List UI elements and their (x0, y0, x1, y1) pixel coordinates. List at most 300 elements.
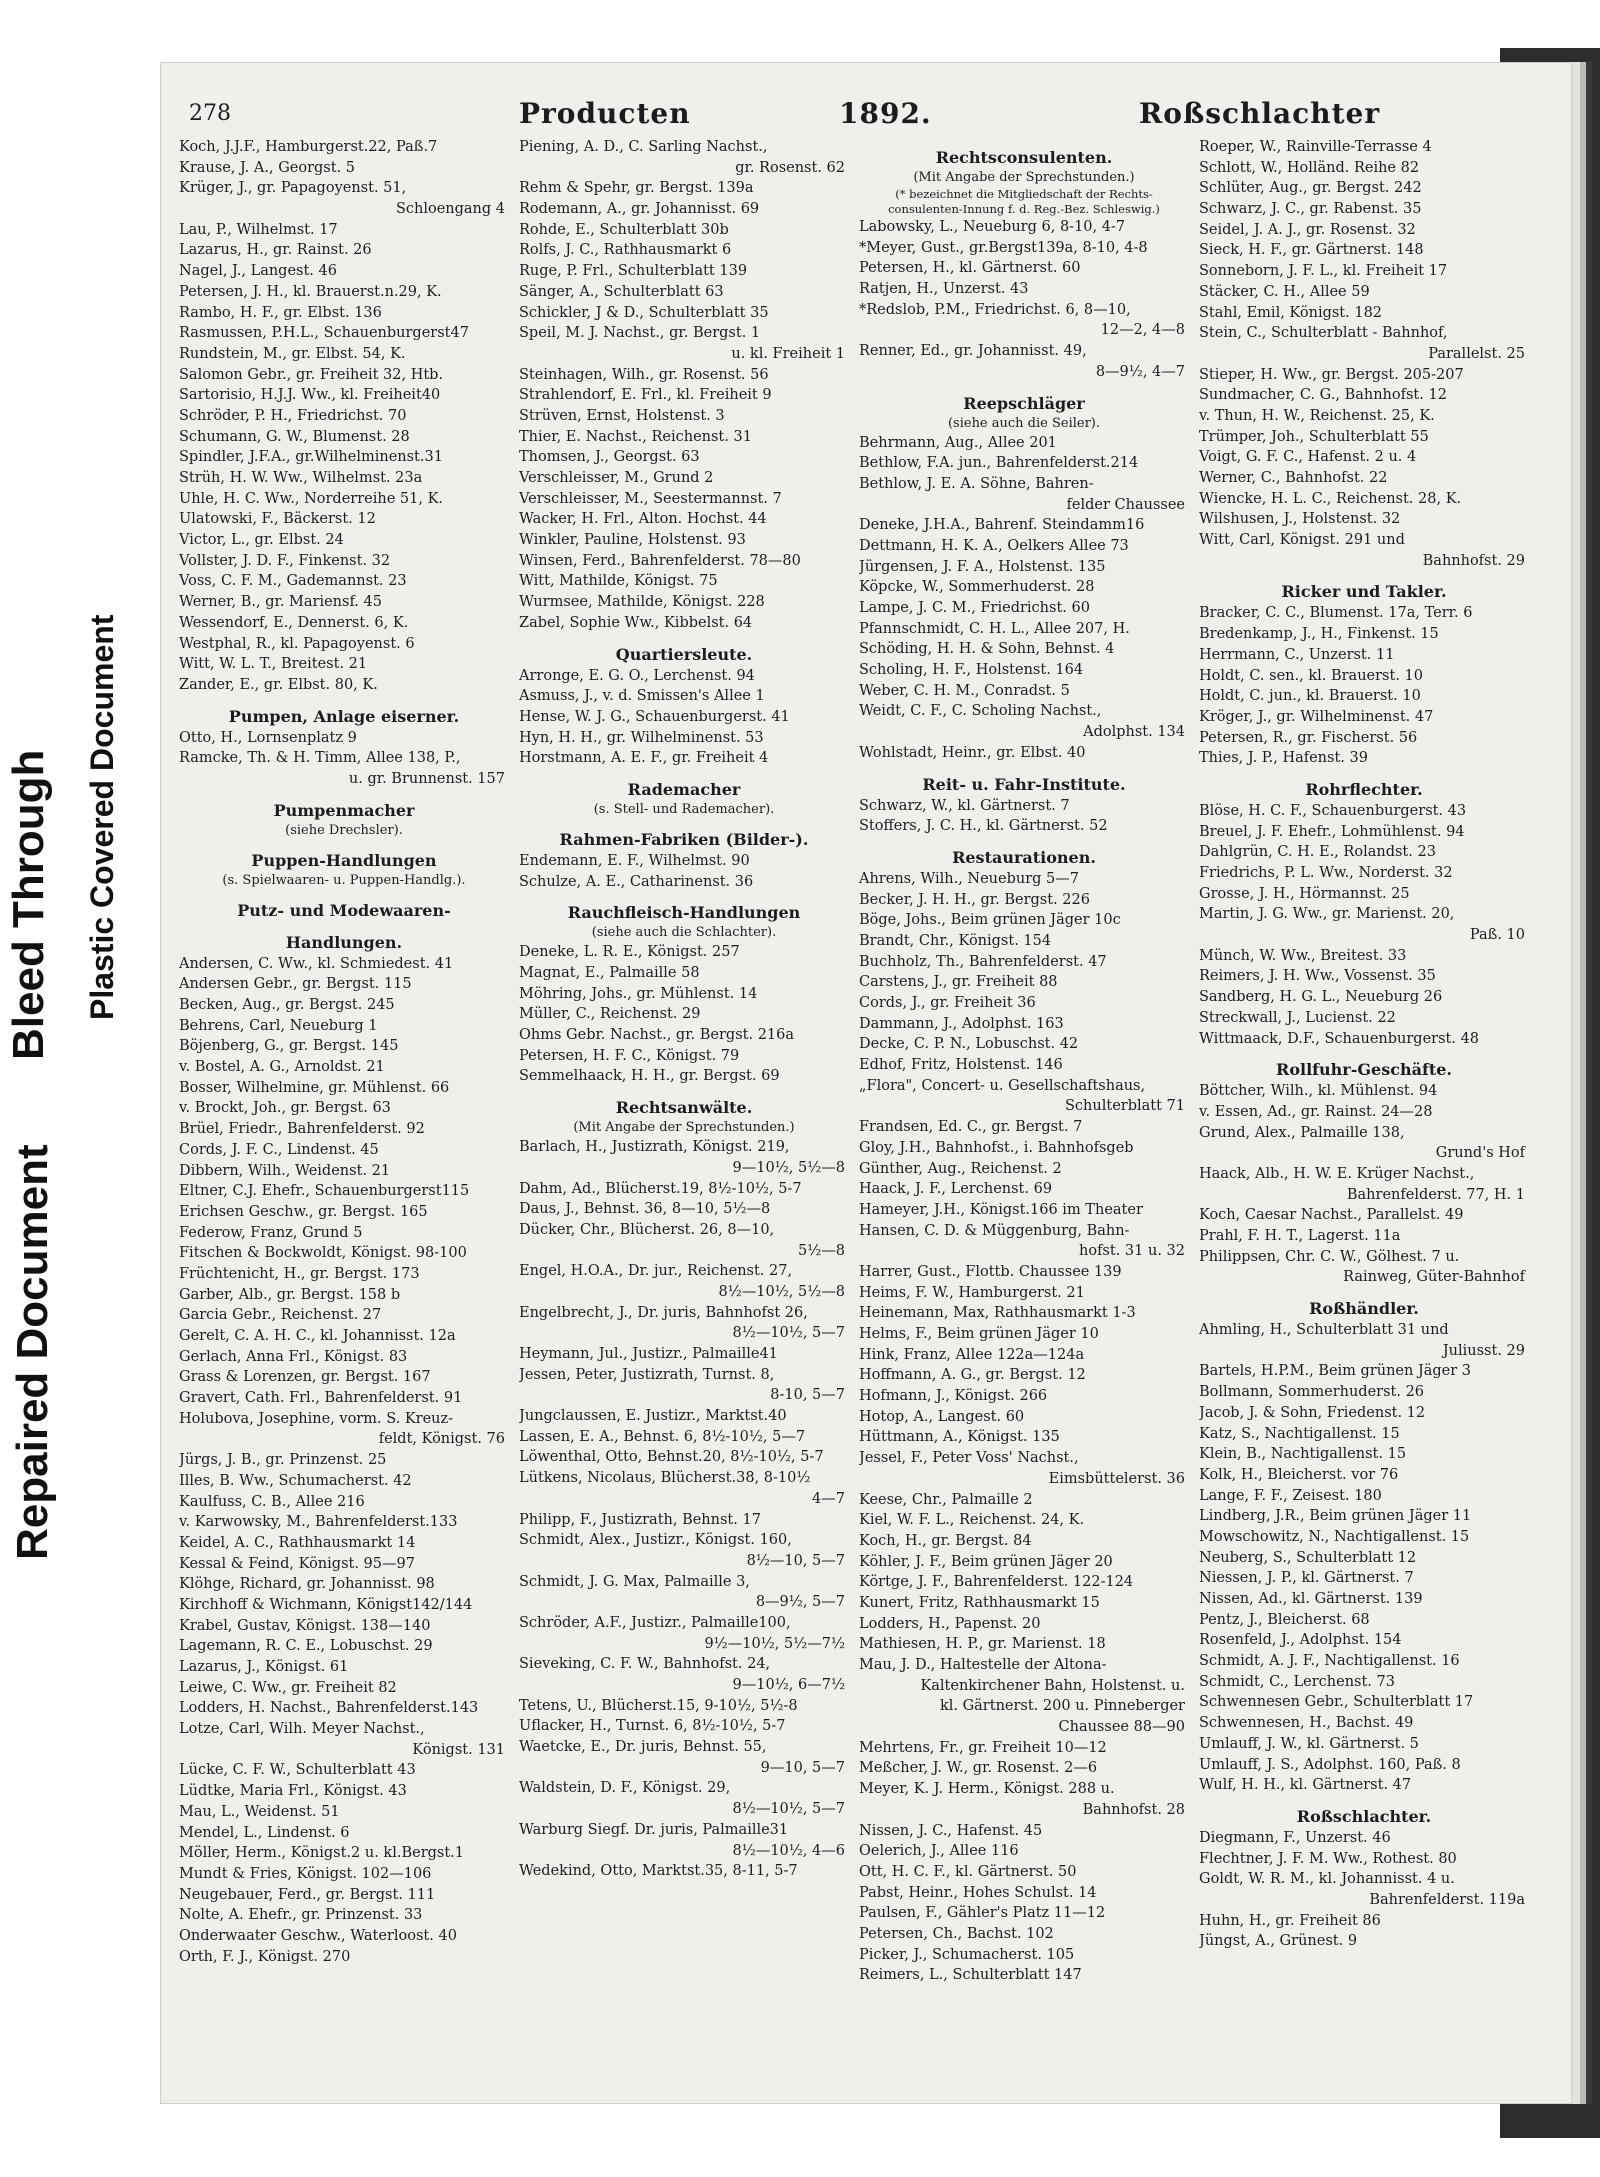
label-plastic-covered: Plastic Covered Document (84, 614, 120, 1020)
directory-entry: Dahm, Ad., Blücherst.19, 8½-10½, 5-7 (519, 1180, 802, 1197)
directory-entry: Cords, J. F. C., Lindenst. 45 (179, 1141, 379, 1158)
directory-entry: Gerelt, C. A. H. C., kl. Johannisst. 12a (179, 1328, 456, 1344)
directory-entry: Böge, Johs., Beim grünen Jäger 10c (859, 912, 1121, 929)
directory-entry-continuation: Bahnhofst. 28 (1082, 1801, 1185, 1818)
directory-entry: Schwarz, J. C., gr. Rabenst. 35 (1199, 201, 1422, 218)
directory-entry: Mendel, L., Lindenst. 6 (179, 1824, 350, 1841)
directory-entry: Kolk, H., Bleicherst. vor 76 (1199, 1466, 1399, 1483)
directory-entry: Lange, F. F., Zeisest. 180 (1199, 1487, 1382, 1504)
directory-entry: Illes, B. Ww., Schumacherst. 42 (179, 1472, 412, 1489)
section-heading: Rechtsanwälte. (615, 1098, 753, 1118)
directory-entry-continuation: Schulterblatt 71 (1065, 1098, 1185, 1115)
directory-entry-continuation: u. gr. Brunnenst. 157 (348, 770, 505, 787)
directory-entry: Lazarus, J., Königst. 61 (179, 1659, 349, 1675)
directory-entry: Bartels, H.P.M., Beim grünen Jäger 3 (1199, 1363, 1472, 1380)
directory-entry: Wessendorf, E., Dennerst. 6, K. (179, 614, 409, 631)
directory-entry: Witt, Carl, Königst. 291 und (1199, 532, 1405, 549)
directory-entry: Stäcker, C. H., Allee 59 (1199, 283, 1370, 300)
directory-entry: Waetcke, E., Dr. juris, Behnst. 55, (519, 1739, 767, 1756)
directory-entry: „Flora", Concert- u. Gesellschaftshaus, (859, 1077, 1146, 1094)
directory-entry: Reimers, L., Schulterblatt 147 (859, 1967, 1082, 1984)
directory-entry: Behrmann, Aug., Allee 201 (859, 434, 1057, 451)
directory-entry: Neuberg, S., Schulterblatt 12 (1199, 1549, 1417, 1566)
directory-entry-continuation: hofst. 31 u. 32 (1079, 1243, 1185, 1260)
directory-entry: v. Brockt, Joh., gr. Bergst. 63 (179, 1100, 391, 1117)
directory-entry: *Meyer, Gust., gr.Bergst139a, 8-10, 4-8 (859, 239, 1148, 256)
directory-entry: Picker, J., Schumacherst. 105 (859, 1946, 1075, 1963)
directory-entry: Schulze, A. E., Catharinenst. 36 (519, 873, 754, 890)
directory-entry: Zander, E., gr. Elbst. 80, K. (179, 676, 378, 693)
directory-entry: Rundstein, M., gr. Elbst. 54, K. (179, 345, 406, 362)
directory-entry: Schwennesen, H., Bachst. 49 (1199, 1715, 1414, 1732)
directory-entry: Niessen, J. P., kl. Gärtnerst. 7 (1199, 1570, 1414, 1587)
directory-entry: Barlach, H., Justizrath, Königst. 219, (519, 1139, 790, 1156)
directory-entry: Streckwall, J., Lucienst. 22 (1199, 1009, 1396, 1026)
directory-entry: Schickler, J & D., Schulterblatt 35 (519, 304, 769, 321)
directory-entry: Lütkens, Nicolaus, Blücherst.38, 8-10½ (519, 1470, 811, 1487)
section-heading: Ricker und Takler. (1281, 582, 1447, 602)
directory-entry: Keese, Chr., Palmaille 2 (859, 1491, 1033, 1508)
directory-entry: Wiencke, H. L. C., Reichenst. 28, K. (1199, 490, 1462, 507)
directory-entry: Lodders, H. Nachst., Bahrenfelderst.143 (179, 1700, 479, 1717)
directory-entry: Renner, Ed., gr. Johannisst. 49, (859, 343, 1087, 360)
directory-entry: Mau, J. D., Haltestelle der Altona- (859, 1657, 1107, 1673)
directory-entry: Petersen, Ch., Bachst. 102 (859, 1925, 1054, 1942)
directory-entry: Koch, H., gr. Bergst. 84 (859, 1532, 1032, 1549)
directory-entry: Lazarus, H., gr. Rainst. 26 (179, 242, 372, 259)
directory-entry: Köpcke, W., Sommerhuderst. 28 (859, 579, 1095, 596)
page-header (179, 97, 1549, 137)
section-heading: Roßschlachter. (1296, 1806, 1432, 1826)
directory-entry: Wedekind, Otto, Marktst.35, 8-11, 5-7 (519, 1863, 798, 1880)
directory-entry: Helms, F., Beim grünen Jäger 10 (859, 1326, 1099, 1342)
directory-entry: Nagel, J., Langest. 46 (179, 263, 337, 280)
directory-entry: Rosenfeld, J., Adolphst. 154 (1199, 1632, 1402, 1649)
directory-entry-continuation: 8½—10½, 4—6 (732, 1842, 845, 1859)
directory-entry: Hense, W. J. G., Schauenburgerst. 41 (519, 708, 790, 725)
directory-entry: Grosse, J. H., Hörmannst. 25 (1199, 885, 1410, 902)
directory-entry: Seidel, J. A. J., gr. Rosenst. 32 (1199, 221, 1416, 238)
directory-entry: Frandsen, Ed. C., gr. Bergst. 7 (859, 1119, 1083, 1136)
directory-columns (179, 137, 1549, 2087)
directory-entry: Philippsen, Chr. C. W., Gölhest. 7 u. (1199, 1248, 1460, 1265)
directory-entry: Dücker, Chr., Blücherst. 26, 8—10, (519, 1221, 775, 1238)
directory-entry-continuation: 5½—8 (797, 1242, 845, 1259)
directory-entry: Harrer, Gust., Flottb. Chaussee 139 (859, 1263, 1122, 1280)
directory-entry: Piening, A. D., C. Sarling Nachst., (519, 139, 768, 155)
directory-entry: Rambo, H. F., gr. Elbst. 136 (179, 304, 382, 321)
directory-entry: Becken, Aug., gr. Bergst. 245 (179, 997, 395, 1013)
directory-entry: Horstmann, A. E. F., gr. Freiheit 4 (519, 750, 769, 767)
directory-entry: Pabst, Heinr., Hohes Schulst. 14 (859, 1884, 1097, 1901)
directory-entry: Dammann, J., Adolphst. 163 (859, 1015, 1064, 1032)
header-year: 1892. (839, 97, 932, 130)
directory-entry: Gerlach, Anna Frl., Königst. 83 (179, 1348, 408, 1365)
directory-entry: Rohde, E., Schulterblatt 30b (519, 221, 729, 238)
directory-entry: Ott, H. C. F., kl. Gärtnerst. 50 (859, 1863, 1077, 1880)
page-number: 278 (189, 101, 231, 126)
page-content (179, 97, 1549, 2092)
directory-entry: Heinemann, Max, Rathhausmarkt 1-3 (859, 1305, 1136, 1322)
directory-entry: Cords, J., gr. Freiheit 36 (859, 995, 1036, 1011)
directory-entry: Salomon Gebr., gr. Freiheit 32, Htb. (179, 366, 444, 383)
directory-entry: Hameyer, J.H., Königst.166 im Theater (859, 1201, 1143, 1218)
section-heading: Rauchfleisch-Handlungen (567, 903, 801, 923)
section-note: (siehe Drechsler). (285, 822, 403, 838)
directory-entry: Sieveking, C. F. W., Bahnhofst. 24, (519, 1656, 771, 1673)
directory-entry: Ulatowski, F., Bäckerst. 12 (179, 511, 376, 528)
directory-entry-continuation: Bahrenfelderst. 119a (1369, 1891, 1525, 1908)
directory-entry: Fitschen & Bockwoldt, Königst. 98-100 (179, 1245, 467, 1262)
directory-entry: Günther, Aug., Reichenst. 2 (859, 1160, 1062, 1177)
directory-entry: Hotop, A., Langest. 60 (859, 1408, 1025, 1425)
directory-entry: Gravert, Cath. Frl., Bahrenfelderst. 91 (179, 1390, 463, 1407)
section-note: (s. Stell- und Rademacher). (593, 801, 775, 817)
section-heading: Putz- und Modewaaren- (237, 900, 451, 920)
directory-entry-continuation: Königst. 131 (412, 1741, 505, 1758)
directory-entry: Stahl, Emil, Königst. 182 (1199, 304, 1383, 321)
section-heading: Roßhändler. (1309, 1299, 1419, 1319)
directory-entry: Köhler, J. F., Beim grünen Jäger 20 (859, 1553, 1113, 1570)
directory-entry-continuation: 4—7 (812, 1490, 845, 1507)
directory-entry: Buchholz, Th., Bahrenfelderst. 47 (859, 953, 1107, 970)
directory-entry-continuation: feldt, Königst. 76 (378, 1431, 505, 1448)
directory-entry: Lau, P., Wilhelmst. 17 (179, 221, 338, 238)
directory-entry: Ramcke, Th. & H. Timm, Allee 138, P., (179, 750, 461, 767)
directory-entry: Schlüter, Aug., gr. Bergst. 242 (1199, 180, 1422, 197)
directory-entry: Koch, J.J.F., Hamburgerst.22, Paß.7 (179, 139, 438, 155)
directory-entry: Schwarz, W., kl. Gärtnerst. 7 (859, 797, 1070, 814)
directory-entry-continuation: Paß. 10 (1469, 927, 1525, 944)
directory-entry: Körtge, J. F., Bahrenfelderst. 122-124 (859, 1574, 1134, 1591)
directory-entry: Holdt, C. jun., kl. Brauerst. 10 (1199, 688, 1421, 705)
header-left-title: Producten (519, 97, 691, 130)
directory-entry: Haack, Alb., H. W. E. Krüger Nachst., (1199, 1165, 1475, 1182)
directory-entry: Victor, L., gr. Elbst. 24 (179, 532, 344, 549)
directory-entry-continuation: 9—10½, 5½—8 (732, 1159, 845, 1176)
directory-entry: Böttcher, Wilh., kl. Mühlenst. 94 (1199, 1083, 1438, 1100)
directory-entry: Pentz, J., Bleicherst. 68 (1199, 1611, 1370, 1628)
directory-entry: Früchtenicht, H., gr. Bergst. 173 (179, 1265, 420, 1282)
directory-entry: Heymann, Jul., Justizr., Palmaille41 (519, 1346, 778, 1362)
directory-entry: Rasmussen, P.H.L., Schauenburgerst47 (179, 325, 469, 342)
directory-entry: Münch, W. Ww., Breitest. 33 (1199, 947, 1407, 964)
directory-entry: Ohms Gebr. Nachst., gr. Bergst. 216a (519, 1027, 795, 1044)
directory-entry: Meßcher, J. W., gr. Rosenst. 2—6 (859, 1760, 1098, 1777)
directory-entry: Kiel, W. F. L., Reichenst. 24, K. (859, 1512, 1085, 1529)
directory-entry: Neugebauer, Ferd., gr. Bergst. 111 (179, 1886, 436, 1903)
directory-entry: Stieper, H. Ww., gr. Bergst. 205-207 (1199, 366, 1464, 383)
directory-entry: Wohlstadt, Heinr., gr. Elbst. 40 (859, 744, 1086, 761)
section-heading: Reit- u. Fahr-Institute. (922, 774, 1126, 794)
directory-entry: Uhle, H. C. Ww., Norderreihe 51, K. (179, 490, 444, 507)
directory-entry: Daus, J., Behnst. 36, 8—10, 5½—8 (519, 1201, 771, 1218)
section-heading: Puppen-Handlungen (251, 850, 437, 870)
directory-entry: Carstens, J., gr. Freiheit 88 (859, 974, 1058, 991)
directory-entry: Nissen, J. C., Hafenst. 45 (859, 1822, 1043, 1839)
section-heading: Reepschläger (963, 393, 1085, 413)
section-note: (Mit Angabe der Sprechstunden.) (573, 1120, 795, 1136)
section-heading: Rechtsconsulenten. (935, 148, 1113, 167)
directory-entry: Sänger, A., Schulterblatt 63 (519, 283, 724, 300)
directory-entry: Jüngst, A., Grünest. 9 (1199, 1933, 1358, 1950)
directory-entry: Grund, Alex., Palmaille 138, (1199, 1124, 1405, 1141)
column-2 (519, 137, 849, 2087)
directory-entry: Schröder, P. H., Friedrichst. 70 (179, 407, 407, 424)
directory-entry: Schwennesen Gebr., Schulterblatt 17 (1199, 1694, 1474, 1711)
directory-entry: Gloy, J.H., Bahnhofst., i. Bahnhofsgeb (859, 1139, 1134, 1156)
document-page (160, 62, 1572, 2104)
directory-entry: Schmidt, A. J. F., Nachtigallenst. 16 (1199, 1653, 1460, 1670)
directory-entry: Reimers, J. H. Ww., Vossenst. 35 (1199, 968, 1436, 985)
directory-entry: Orth, F. J., Königst. 270 (179, 1948, 351, 1965)
directory-entry: Wacker, H. Frl., Alton. Hochst. 44 (519, 511, 767, 528)
directory-entry-continuation: Schloengang 4 (395, 201, 505, 218)
directory-entry: Krüger, J., gr. Papagoyenst. 51, (179, 180, 407, 197)
directory-entry: Ruge, P. Frl., Schulterblatt 139 (519, 263, 748, 280)
directory-entry: Bethlow, J. E. A. Söhne, Bahren- (859, 475, 1094, 492)
directory-entry: Hüttmann, A., Königst. 135 (859, 1429, 1060, 1446)
directory-entry: Speil, M. J. Nachst., gr. Bergst. 1 (519, 325, 761, 342)
directory-entry-continuation: 8-10, 5—7 (770, 1387, 845, 1404)
directory-entry: Otto, H., Lornsenplatz 9 (179, 729, 357, 746)
directory-entry: v. Bostel, A. G., Arnoldst. 21 (179, 1059, 385, 1076)
directory-entry: Möhring, Johs., gr. Mühlenst. 14 (519, 985, 758, 1002)
directory-entry: Schöding, H. H. & Sohn, Behnst. 4 (859, 641, 1115, 658)
directory-entry: Steinhagen, Wilh., gr. Rosenst. 56 (519, 366, 769, 383)
directory-entry: Wittmaack, D.F., Schauenburgerst. 48 (1199, 1030, 1480, 1047)
directory-entry: Winsen, Ferd., Bahrenfelderst. 78—80 (519, 552, 801, 569)
directory-entry-continuation: kl. Gärtnerst. 200 u. Pinneberger (939, 1698, 1185, 1715)
side-labels (0, 0, 130, 2177)
directory-entry: Becker, J. H. H., gr. Bergst. 226 (859, 891, 1090, 908)
directory-entry: Bracker, C. C., Blumenst. 17a, Terr. 6 (1199, 605, 1473, 622)
directory-entry: Klöhge, Richard, gr. Johannisst. 98 (179, 1576, 435, 1593)
directory-entry: Holdt, C. sen., kl. Brauerst. 10 (1199, 667, 1423, 684)
directory-entry: Grass & Lorenzen, gr. Bergst. 167 (179, 1369, 431, 1386)
directory-entry: Dahlgrün, C. H. E., Rolandst. 23 (1199, 844, 1436, 861)
directory-entry: v. Karwowsky, M., Bahrenfelderst.133 (179, 1514, 458, 1531)
directory-entry: Hofmann, J., Königst. 266 (859, 1388, 1048, 1405)
section-note: (siehe auch die Seiler). (947, 415, 1101, 431)
directory-entry-continuation: 9½—10½, 5½—7½ (704, 1635, 845, 1652)
directory-entry: Decke, C. P. N., Lobuschst. 42 (859, 1036, 1079, 1053)
directory-entry: Behrens, Carl, Neueburg 1 (179, 1017, 378, 1034)
directory-entry: Zabel, Sophie Ww., Kibbelst. 64 (519, 614, 753, 631)
directory-entry-continuation: Bahnhofst. 29 (1422, 552, 1525, 569)
directory-entry: Federow, Franz, Grund 5 (179, 1224, 363, 1241)
directory-entry: Breuel, J. F. Ehefr., Lohmühlenst. 94 (1199, 823, 1465, 840)
directory-entry: Stoffers, J. C. H., kl. Gärtnerst. 52 (859, 818, 1108, 835)
directory-entry-continuation: 8½—10, 5—7 (746, 1552, 845, 1569)
directory-entry: Rodemann, A., gr. Johannisst. 69 (519, 201, 760, 218)
directory-entry: Prahl, F. H. T., Lagerst. 11a (1199, 1228, 1401, 1244)
directory-entry: Weidt, C. F., C. Scholing Nachst., (859, 703, 1102, 720)
section-heading: Rademacher (627, 779, 741, 799)
directory-entry: Andersen, C. Ww., kl. Schmiedest. 41 (179, 955, 454, 972)
directory-entry-continuation: Eimsbüttelerst. 36 (1048, 1470, 1185, 1487)
directory-entry: Jürgs, J. B., gr. Prinzenst. 25 (179, 1452, 387, 1469)
directory-entry: Friedrichs, P. L. Ww., Norderst. 32 (1199, 865, 1453, 881)
directory-entry: Schmidt, J. G. Max, Palmaille 3, (519, 1573, 750, 1590)
directory-entry: Asmuss, J., v. d. Smissen's Allee 1 (519, 688, 765, 705)
directory-entry: Eltner, C.J. Ehefr., Schauenburgerst115 (179, 1183, 470, 1200)
directory-entry: Mathiesen, H. P., gr. Marienst. 18 (859, 1636, 1106, 1653)
directory-entry: Labowsky, L., Neueburg 6, 8-10, 4-7 (859, 219, 1126, 235)
directory-entry: Umlauff, J. W., kl. Gärtnerst. 5 (1199, 1735, 1419, 1752)
directory-entry: Warburg Siegf. Dr. juris, Palmaille31 (519, 1821, 789, 1838)
directory-entry: Böjenberg, G., gr. Bergst. 145 (179, 1038, 399, 1055)
directory-entry: Trümper, Joh., Schulterblatt 55 (1199, 428, 1429, 445)
label-repaired-document: Repaired Document (8, 1144, 57, 1560)
directory-entry: Lodders, H., Papenst. 20 (859, 1615, 1041, 1632)
directory-entry: Andersen Gebr., gr. Bergst. 115 (179, 976, 412, 993)
directory-entry: Martin, J. G. Ww., gr. Marienst. 20, (1199, 906, 1455, 923)
directory-entry: Verschleisser, M., Seestermannst. 7 (519, 490, 782, 507)
directory-entry: Strüh, H. W. Ww., Wilhelmst. 23a (179, 470, 423, 486)
directory-entry: Hoffmann, A. G., gr. Bergst. 12 (859, 1367, 1086, 1384)
directory-entry: Witt, W. L. T., Breitest. 21 (179, 656, 368, 673)
directory-entry: Brandt, Chr., Königst. 154 (859, 932, 1052, 949)
directory-entry-continuation: 12—2, 4—8 (1100, 322, 1185, 339)
directory-entry: Waldstein, D. F., Königst. 29, (519, 1780, 731, 1797)
directory-entry-continuation: Bahrenfelderst. 77, H. 1 (1346, 1186, 1525, 1203)
directory-entry: Lotze, Carl, Wilh. Meyer Nachst., (179, 1721, 425, 1738)
directory-entry: Schlott, W., Holländ. Reihe 82 (1199, 159, 1420, 176)
directory-entry: Endemann, E. F., Wilhelmst. 90 (519, 852, 750, 869)
directory-entry: Lüdtke, Maria Frl., Königst. 43 (179, 1783, 407, 1800)
section-heading: Rollfuhr-Geschäfte. (1276, 1060, 1452, 1080)
directory-entry: Thier, E. Nachst., Reichenst. 31 (519, 428, 752, 445)
directory-entry: Garber, Alb., gr. Bergst. 158 b (179, 1286, 401, 1303)
directory-entry: Tetens, U., Blücherst.15, 9-10½, 5½-8 (519, 1697, 798, 1714)
directory-entry: Ahrens, Wilh., Neueburg 5—7 (859, 870, 1079, 887)
directory-entry: Oelerich, J., Allee 116 (859, 1843, 1019, 1860)
directory-entry: Lampe, J. C. M., Friedrichst. 60 (859, 600, 1090, 616)
directory-entry-continuation: Chaussee 88—90 (1058, 1719, 1185, 1736)
directory-entry: Rolfs, J. C., Rathhausmarkt 6 (519, 242, 732, 259)
directory-entry: Lindberg, J.R., Beim grünen Jäger 11 (1199, 1508, 1472, 1525)
directory-entry: Garcia Gebr., Reichenst. 27 (179, 1307, 382, 1324)
directory-entry: Wilshusen, J., Holstenst. 32 (1199, 511, 1401, 528)
section-heading: Restaurationen. (952, 847, 1096, 867)
directory-entry-continuation: 9—10, 5—7 (760, 1759, 845, 1776)
section-note: (s. Spielwaaren- u. Puppen-Handlg.). (222, 872, 466, 888)
column-1 (179, 137, 509, 2087)
column-4 (1199, 137, 1529, 2087)
directory-entry: Klein, B., Nachtigallenst. 15 (1199, 1446, 1407, 1463)
directory-entry-continuation: 8½—10½, 5—7 (732, 1801, 845, 1818)
directory-entry: Hyn, H. H., gr. Wilhelminenst. 53 (519, 729, 764, 746)
directory-entry: Paulsen, F., Gähler's Platz 11—12 (859, 1905, 1106, 1922)
directory-entry: Brüel, Friedr., Bahrenfelderst. 92 (179, 1121, 425, 1138)
directory-entry: Petersen, H. F. C., Königst. 79 (519, 1047, 740, 1064)
directory-entry: Erichsen Geschw., gr. Bergst. 165 (179, 1203, 428, 1220)
directory-entry: Wulf, H. H., kl. Gärtnerst. 47 (1199, 1777, 1412, 1794)
directory-entry: Krause, J. A., Georgst. 5 (179, 159, 356, 176)
directory-entry-continuation: 8½—10½, 5—7 (732, 1325, 845, 1342)
section-heading: Rohrflechter. (1305, 779, 1423, 799)
directory-entry: Mundt & Fries, Königst. 102—106 (179, 1865, 432, 1882)
directory-entry: Thomsen, J., Georgst. 63 (519, 449, 700, 466)
directory-entry: Lassen, E. A., Behnst. 6, 8½-10½, 5—7 (519, 1428, 806, 1445)
directory-entry-continuation: Juliusst. 29 (1442, 1342, 1525, 1359)
directory-entry: Bredenkamp, J., H., Finkenst. 15 (1199, 626, 1439, 643)
directory-entry: Kirchhoff & Wichmann, Königst142/144 (179, 1596, 473, 1613)
directory-entry: Magnat, E., Palmaille 58 (519, 965, 700, 981)
directory-entry: Lagemann, R. C. E., Lobuschst. 29 (179, 1638, 433, 1655)
directory-entry: Katz, S., Nachtigallenst. 15 (1199, 1425, 1400, 1442)
section-footnote: (* bezeichnet die Mitgliedschaft der Rechts- (895, 187, 1153, 201)
directory-entry: Sieck, H. F., gr. Gärtnerst. 148 (1199, 242, 1424, 259)
directory-entry: Winkler, Pauline, Holstenst. 93 (519, 532, 746, 549)
directory-entry: Werner, C., Bahnhofst. 22 (1199, 470, 1388, 486)
directory-entry: Jessel, F., Peter Voss' Nachst., (859, 1450, 1079, 1467)
directory-entry: Jacob, J. & Sohn, Friedenst. 12 (1199, 1404, 1426, 1421)
directory-entry: Ahmling, H., Schulterblatt 31 und (1199, 1322, 1449, 1339)
directory-entry-continuation: u. kl. Freiheit 1 (731, 345, 845, 362)
directory-entry: Jessen, Peter, Justizrath, Turnst. 8, (519, 1366, 775, 1383)
section-note: (Mit Angabe der Sprechstunden.) (913, 170, 1135, 185)
directory-entry-continuation: Rainweg, Güter-Bahnhof (1343, 1269, 1525, 1286)
directory-entry: Edhof, Fritz, Holstenst. 146 (859, 1057, 1063, 1074)
directory-entry-continuation: Grund's Hof (1435, 1145, 1525, 1162)
section-heading: Quartiersleute. (615, 644, 753, 664)
directory-entry: Koch, Caesar Nachst., Parallelst. 49 (1199, 1207, 1464, 1224)
directory-entry: Sonneborn, J. F. L., kl. Freiheit 17 (1199, 263, 1448, 280)
directory-entry: Strüven, Ernst, Holstenst. 3 (519, 407, 725, 424)
directory-entry: Hansen, C. D. & Müggenburg, Bahn- (859, 1222, 1130, 1239)
section-heading: Rahmen-Fabriken (Bilder-). (559, 829, 809, 849)
directory-entry: Petersen, J. H., kl. Brauerst.n.29, K. (179, 283, 442, 300)
directory-entry: Westphal, R., kl. Papagoyenst. 6 (179, 635, 415, 652)
directory-entry-continuation: Kaltenkirchener Bahn, Holstenst. u. (920, 1677, 1185, 1694)
directory-entry: Müller, C., Reichenst. 29 (519, 1006, 701, 1023)
header-right-title: Roßschlachter (1139, 97, 1381, 130)
directory-entry-continuation: 9—10½, 6—7½ (732, 1677, 845, 1693)
directory-entry: Petersen, H., kl. Gärtnerst. 60 (859, 260, 1081, 277)
directory-entry: Sandberg, H. G. L., Neueburg 26 (1199, 989, 1443, 1006)
directory-entry: Heims, F. W., Hamburgerst. 21 (859, 1284, 1085, 1301)
directory-entry: Haack, J. F., Lerchenst. 69 (859, 1181, 1053, 1198)
section-note: (siehe auch die Schlachter). (591, 925, 777, 941)
directory-entry: Engelbrecht, J., Dr. juris, Bahnhofst 26, (519, 1304, 808, 1321)
directory-entry: Bosser, Wilhelmine, gr. Mühlenst. 66 (179, 1079, 450, 1096)
directory-entry: v. Thun, H. W., Reichenst. 25, K. (1199, 407, 1435, 424)
directory-entry: Jungclaussen, E. Justizr., Marktst.40 (519, 1408, 787, 1425)
column-3 (859, 137, 1189, 2087)
directory-entry: Schmidt, C., Lerchenst. 73 (1199, 1673, 1395, 1690)
directory-entry: Voss, C. F. M., Gademannst. 23 (179, 573, 407, 590)
directory-entry-continuation: Adolphst. 134 (1083, 724, 1185, 741)
directory-entry: Bethlow, F.A. jun., Bahrenfelderst.214 (859, 455, 1139, 472)
section-heading: Pumpenmacher (273, 800, 415, 820)
directory-entry: Deneke, J.H.A., Bahrenf. Steindamm16 (859, 517, 1145, 534)
directory-entry: Holubova, Josephine, vorm. S. Kreuz- (179, 1410, 454, 1427)
directory-entry: Werner, B., gr. Mariensf. 45 (179, 594, 382, 611)
directory-entry-continuation: 8½—10½, 5½—8 (718, 1283, 845, 1300)
directory-entry-continuation: 8—9½, 5—7 (755, 1594, 845, 1611)
directory-entry: Mau, L., Weidenst. 51 (179, 1803, 340, 1820)
directory-entry: Verschleisser, M., Grund 2 (519, 470, 714, 486)
directory-entry: Kessal & Feind, Königst. 95—97 (179, 1555, 415, 1572)
directory-entry: Lücke, C. F. W., Schulterblatt 43 (179, 1762, 416, 1779)
directory-entry: Krabel, Gustav, Königst. 138—140 (179, 1617, 431, 1634)
directory-entry: Keidel, A. C., Rathhausmarkt 14 (179, 1534, 416, 1551)
directory-entry: Sundmacher, C. G., Bahnhofst. 12 (1199, 387, 1447, 404)
directory-entry: Vollster, J. D. F., Finkenst. 32 (179, 552, 391, 569)
directory-entry: Voigt, G. F. C., Hafenst. 2 u. 4 (1199, 449, 1417, 466)
